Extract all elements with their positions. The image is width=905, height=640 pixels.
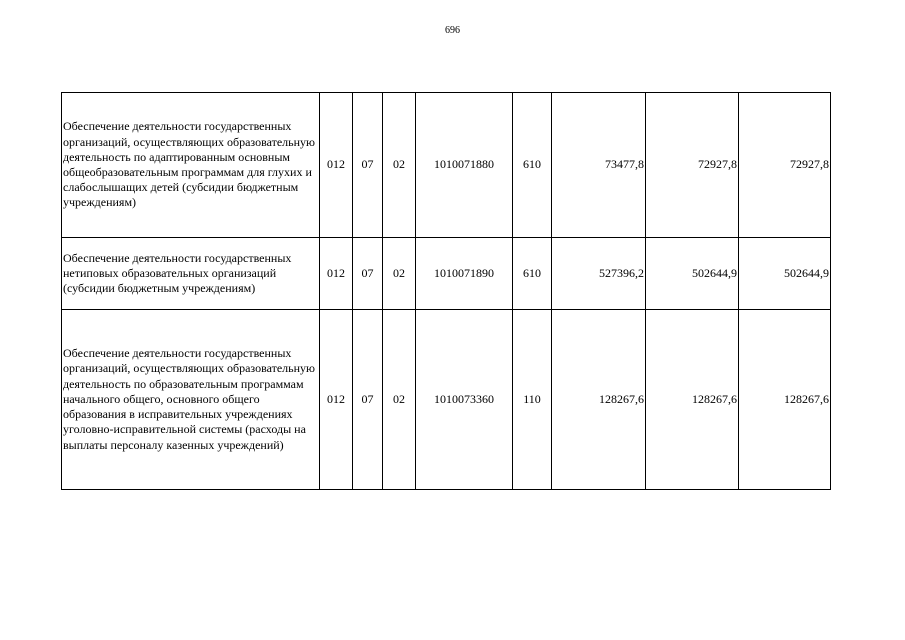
cell-ministry-code: 012 — [320, 238, 353, 310]
cell-sum-3: 128267,6 — [739, 310, 831, 490]
cell-target-code: 1010071890 — [416, 238, 513, 310]
cell-subsection-code: 02 — [383, 93, 416, 238]
budget-table — [61, 92, 831, 490]
cell-ministry-code: 012 — [320, 93, 353, 238]
cell-subsection-code: 02 — [383, 310, 416, 490]
cell-subsection-code: 02 — [383, 238, 416, 310]
cell-expense-type-code: 610 — [513, 238, 552, 310]
cell-description: Обеспечение деятельности государственных организаций, осуществляющих образовательную деятельность по адаптированным основным общеобразовательным программам для глухих и слабослышащих детей (субсидии бюджетным учреждениям) — [62, 93, 320, 238]
cell-description: Обеспечение деятельности государственных организаций, осуществляющих образовательную деятельность по образовательным программам начального общего, основного общего образования в исправительных учреждениях уголовно-исправительной системы (расходы на выплаты персоналу казенных учреждений) — [62, 310, 320, 490]
cell-sum-2: 128267,6 — [646, 310, 739, 490]
page-number: 696 — [445, 25, 460, 36]
cell-expense-type-code: 110 — [513, 310, 552, 490]
cell-description: Обеспечение деятельности государственных нетиповых образовательных организаций (субсидии бюджетным учреждениям) — [62, 238, 320, 310]
cell-sum-2: 502644,9 — [646, 238, 739, 310]
cell-section-code: 07 — [353, 93, 383, 238]
cell-sum-1: 527396,2 — [552, 238, 646, 310]
cell-sum-1: 128267,6 — [552, 310, 646, 490]
cell-sum-1: 73477,8 — [552, 93, 646, 238]
cell-sum-3: 72927,8 — [739, 93, 831, 238]
cell-target-code: 1010073360 — [416, 310, 513, 490]
table-row — [62, 93, 831, 238]
cell-ministry-code: 012 — [320, 310, 353, 490]
cell-expense-type-code: 610 — [513, 93, 552, 238]
cell-sum-2: 72927,8 — [646, 93, 739, 238]
cell-sum-3: 502644,9 — [739, 238, 831, 310]
cell-section-code: 07 — [353, 238, 383, 310]
cell-section-code: 07 — [353, 310, 383, 490]
table-row — [62, 310, 831, 490]
cell-target-code: 1010071880 — [416, 93, 513, 238]
table-row — [62, 238, 831, 310]
